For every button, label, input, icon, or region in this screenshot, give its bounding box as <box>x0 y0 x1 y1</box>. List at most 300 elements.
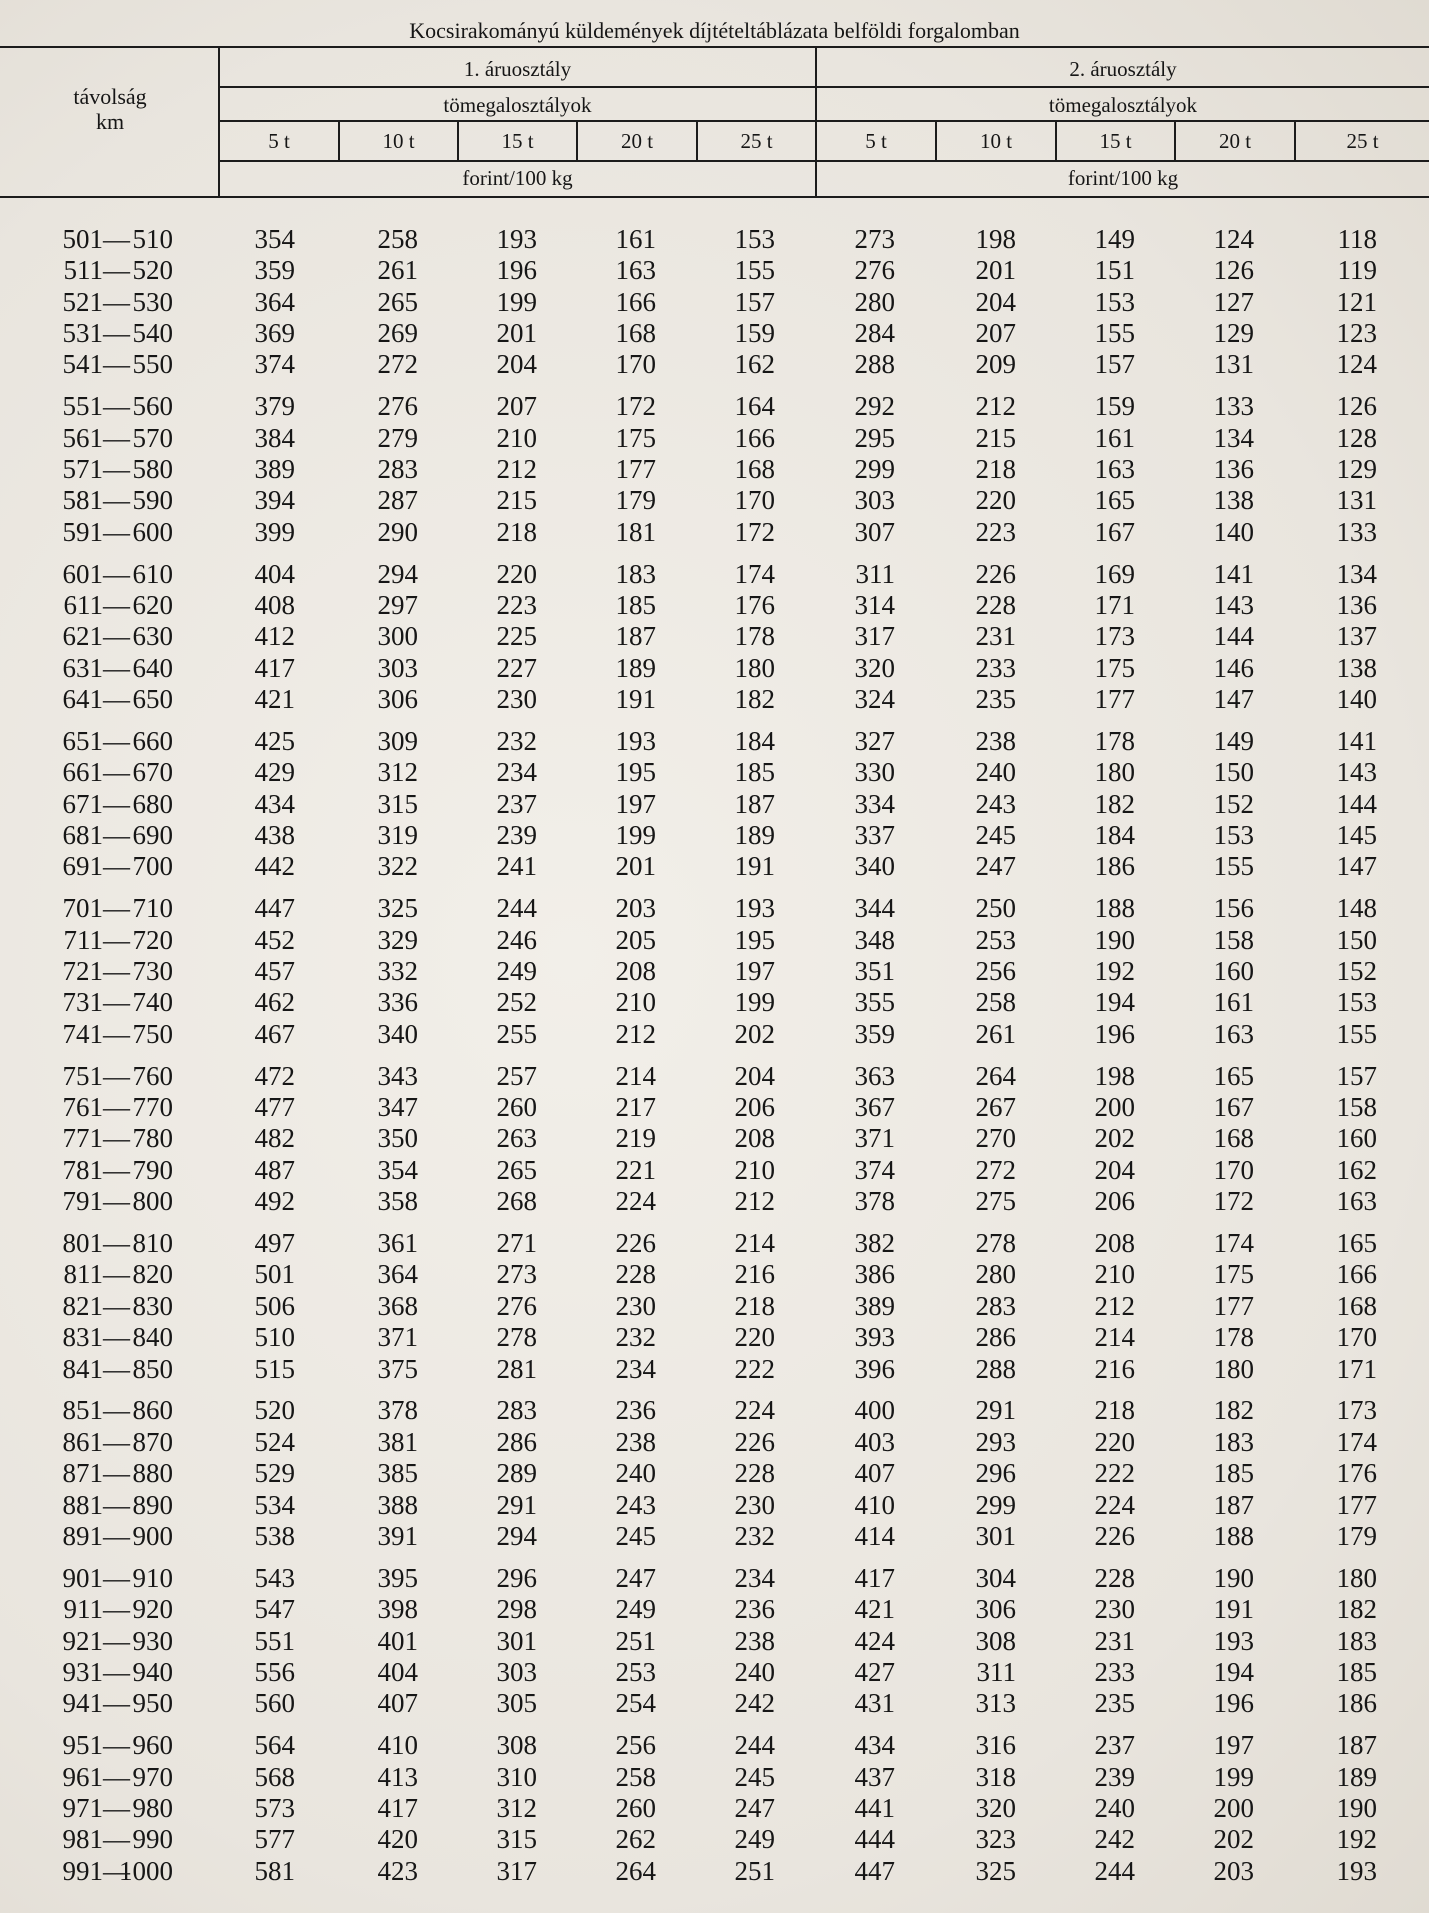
tariff-cell: 169 <box>1094 558 1135 589</box>
tariff-cell: 181 <box>615 516 656 547</box>
tariff-cell: 258 <box>615 1761 656 1792</box>
tariff-cell: 281 <box>496 1353 537 1384</box>
distance-from: 601— <box>62 558 130 589</box>
distance-from: 681— <box>62 820 130 851</box>
tariff-cell: 126 <box>1213 255 1254 286</box>
tariff-cell: 297 <box>377 590 418 621</box>
tariff-cell: 175 <box>1094 652 1135 683</box>
tariff-cell: 193 <box>1213 1625 1254 1656</box>
tariff-cell: 180 <box>734 652 775 683</box>
tariff-cell: 156 <box>1213 893 1254 924</box>
tariff-cell: 385 <box>377 1458 418 1489</box>
distance-from: 961— <box>62 1761 130 1792</box>
distance-to: 980 <box>132 1792 173 1823</box>
tariff-cell: 170 <box>1213 1154 1254 1185</box>
tariff-cell: 278 <box>975 1228 1016 1259</box>
tariff-cell: 396 <box>854 1353 895 1384</box>
tariff-cell: 176 <box>1336 1458 1377 1489</box>
tariff-cell: 374 <box>254 349 295 380</box>
tariff-cell: 217 <box>615 1092 656 1123</box>
tariff-cell: 265 <box>377 286 418 317</box>
tariff-cell: 404 <box>377 1656 418 1687</box>
tariff-cell: 186 <box>1094 851 1135 882</box>
tariff-cell: 168 <box>1336 1290 1377 1321</box>
weight-classes-label-1: tömegalosztályok <box>443 93 592 117</box>
tariff-cell: 208 <box>734 1123 775 1154</box>
distance-to: 840 <box>132 1322 173 1353</box>
tariff-cell: 400 <box>854 1395 895 1426</box>
tariff-cell: 152 <box>1213 788 1254 819</box>
tariff-cell: 306 <box>975 1594 1016 1625</box>
tariff-cell: 243 <box>615 1489 656 1520</box>
tariff-cell: 121 <box>1336 286 1377 317</box>
tariff-cell: 313 <box>975 1688 1016 1719</box>
tariff-cell: 175 <box>615 422 656 453</box>
tariff-cell: 261 <box>975 1018 1016 1049</box>
distance-from: 981— <box>62 1824 130 1855</box>
tariff-cell: 218 <box>734 1290 775 1321</box>
tariff-cell: 222 <box>1094 1458 1135 1489</box>
tariff-cell: 404 <box>254 558 295 589</box>
tariff-cell: 316 <box>975 1730 1016 1761</box>
tariff-cell: 515 <box>254 1353 295 1384</box>
tariff-cell: 551 <box>254 1625 295 1656</box>
tariff-cell: 232 <box>496 726 537 757</box>
distance-from: 971— <box>62 1792 130 1823</box>
distance-to: 770 <box>132 1092 173 1123</box>
distance-label: távolság <box>73 84 147 109</box>
distance-to: 1000 <box>119 1855 173 1886</box>
tariff-cell: 294 <box>496 1520 537 1551</box>
distance-from: 861— <box>62 1426 130 1457</box>
tariff-cell: 251 <box>734 1855 775 1886</box>
tariff-cell: 163 <box>1094 454 1135 485</box>
tariff-cell: 327 <box>854 726 895 757</box>
tariff-cell: 184 <box>734 726 775 757</box>
tariff-cell: 228 <box>615 1259 656 1290</box>
tariff-cell: 564 <box>254 1730 295 1761</box>
tariff-cell: 442 <box>254 851 295 882</box>
tariff-cell: 249 <box>496 956 537 987</box>
tariff-cell: 216 <box>734 1259 775 1290</box>
tariff-cell: 165 <box>1094 485 1135 516</box>
tariff-cell: 431 <box>854 1688 895 1719</box>
tariff-cell: 174 <box>1336 1426 1377 1457</box>
distance-from: 871— <box>62 1458 130 1489</box>
distance-from: 781— <box>62 1154 130 1185</box>
distance-to: 820 <box>132 1259 173 1290</box>
tariff-cell: 361 <box>377 1228 418 1259</box>
tariff-cell: 195 <box>734 924 775 955</box>
tonnage-header-5t-class2: 5 t <box>865 129 887 153</box>
tariff-cell: 149 <box>1094 224 1135 254</box>
tariff-cell: 393 <box>854 1322 895 1353</box>
tariff-cell: 261 <box>377 255 418 286</box>
tariff-cell: 311 <box>976 1656 1016 1687</box>
tariff-cell: 180 <box>1336 1562 1377 1593</box>
tariff-cell: 420 <box>377 1824 418 1855</box>
tariff-cell: 394 <box>254 485 295 516</box>
distance-from: 831— <box>62 1322 130 1353</box>
tariff-cell: 230 <box>496 684 537 715</box>
tariff-cell: 252 <box>496 987 537 1018</box>
tariff-cell: 119 <box>1337 255 1377 286</box>
tariff-cell: 188 <box>1213 1520 1254 1551</box>
table-title: Kocsirakományú küldemények díjtételtáblázata belföldi forgalomban <box>409 18 1020 43</box>
tariff-cell: 220 <box>496 558 537 589</box>
tariff-cell: 153 <box>734 224 775 254</box>
tariff-cell: 182 <box>1213 1395 1254 1426</box>
distance-to: 940 <box>132 1656 173 1687</box>
tariff-cell: 264 <box>975 1060 1016 1091</box>
tariff-cell: 144 <box>1336 788 1377 819</box>
tariff-cell: 226 <box>975 558 1016 589</box>
distance-to: 880 <box>132 1458 173 1489</box>
tariff-cell: 166 <box>1336 1259 1377 1290</box>
distance-to: 570 <box>132 422 173 453</box>
tariff-cell: 171 <box>1336 1353 1377 1384</box>
tariff-cell: 148 <box>1336 893 1377 924</box>
distance-to: 520 <box>132 255 173 286</box>
tariff-cell: 234 <box>734 1562 775 1593</box>
tonnage-header-10t-class1: 10 t <box>382 129 415 153</box>
tariff-cell: 260 <box>496 1092 537 1123</box>
tariff-cell: 172 <box>734 516 775 547</box>
header-rule-top <box>0 46 1429 48</box>
tariff-cell: 180 <box>1213 1353 1254 1384</box>
distance-to: 680 <box>132 788 173 819</box>
tariff-cell: 141 <box>1213 558 1254 589</box>
tariff-cell: 301 <box>975 1520 1016 1551</box>
tariff-cell: 203 <box>615 893 656 924</box>
tariff-cell: 194 <box>1213 1656 1254 1687</box>
tariff-cell: 160 <box>1336 1123 1377 1154</box>
tariff-cell: 190 <box>1336 1792 1377 1823</box>
tariff-cell: 434 <box>254 788 295 819</box>
distance-to: 750 <box>132 1018 173 1049</box>
tariff-cell: 177 <box>615 454 656 485</box>
tariff-cell: 220 <box>975 485 1016 516</box>
tariff-cell: 351 <box>854 956 895 987</box>
tariff-cell: 207 <box>496 391 537 422</box>
distance-to: 710 <box>132 893 173 924</box>
tariff-cell: 144 <box>1213 621 1254 652</box>
tariff-cell: 577 <box>254 1824 295 1855</box>
tariff-cell: 280 <box>854 286 895 317</box>
tariff-cell: 131 <box>1336 485 1377 516</box>
tariff-cell: 300 <box>377 621 418 652</box>
tariff-cell: 364 <box>377 1259 418 1290</box>
tariff-cell: 188 <box>1094 893 1135 924</box>
tariff-cell: 165 <box>1336 1228 1377 1259</box>
tariff-cell: 276 <box>496 1290 537 1321</box>
tariff-cell: 303 <box>854 485 895 516</box>
tariff-cell: 218 <box>1094 1395 1135 1426</box>
tariff-cell: 145 <box>1336 820 1377 851</box>
tonnage-header-10t-class2: 10 t <box>979 129 1013 153</box>
tariff-cell: 162 <box>734 349 775 380</box>
tariff-cell: 173 <box>1094 621 1135 652</box>
tariff-cell: 272 <box>975 1154 1016 1185</box>
tariff-cell: 244 <box>734 1730 775 1761</box>
distance-from: 741— <box>62 1018 130 1049</box>
tariff-cell: 230 <box>1094 1594 1135 1625</box>
tariff-cell: 283 <box>377 454 418 485</box>
distance-to: 780 <box>132 1123 173 1154</box>
tariff-cell: 417 <box>377 1792 418 1823</box>
tariff-cell: 378 <box>854 1186 895 1217</box>
tariff-cell: 288 <box>854 349 895 380</box>
tariff-cell: 308 <box>975 1625 1016 1656</box>
tariff-cell: 247 <box>734 1792 775 1823</box>
tariff-cell: 197 <box>615 788 656 819</box>
distance-from: 591— <box>62 516 130 547</box>
distance-from: 661— <box>62 757 130 788</box>
tariff-cell: 161 <box>615 224 656 254</box>
tariff-cell: 355 <box>854 987 895 1018</box>
tariff-cell: 199 <box>1213 1761 1254 1792</box>
distance-to: 910 <box>132 1562 173 1593</box>
tonnage-header-25t-class2: 25 t <box>1346 129 1379 153</box>
tariff-cell: 138 <box>1213 485 1254 516</box>
tariff-cell: 388 <box>377 1489 418 1520</box>
tariff-cell: 155 <box>734 255 775 286</box>
tariff-cell: 168 <box>615 318 656 349</box>
tariff-cell: 236 <box>615 1395 656 1426</box>
tariff-cell: 501 <box>254 1259 295 1290</box>
tariff-cell: 197 <box>1213 1730 1254 1761</box>
tariff-cell: 309 <box>377 726 418 757</box>
tariff-cell: 193 <box>615 726 656 757</box>
tonnage-header-15t-class2: 15 t <box>1099 129 1132 153</box>
tariff-cell: 268 <box>496 1186 537 1217</box>
tariff-cell: 222 <box>734 1353 775 1384</box>
tariff-cell: 177 <box>1336 1489 1377 1520</box>
distance-from: 571— <box>62 454 130 485</box>
tariff-cell: 343 <box>377 1060 418 1091</box>
tariff-cell: 200 <box>1213 1792 1254 1823</box>
distance-to: 760 <box>132 1060 173 1091</box>
tariff-cell: 140 <box>1213 516 1254 547</box>
tariff-cell: 195 <box>615 757 656 788</box>
tariff-cell: 437 <box>854 1761 895 1792</box>
tariff-cell: 187 <box>615 621 656 652</box>
distance-to: 590 <box>132 485 173 516</box>
tariff-cell: 273 <box>854 224 895 254</box>
tariff-cell: 325 <box>377 893 418 924</box>
tariff-cell: 325 <box>975 1855 1016 1886</box>
tariff-cell: 272 <box>377 349 418 380</box>
tariff-cell: 369 <box>254 318 295 349</box>
tariff-cell: 311 <box>855 558 895 589</box>
tariff-cell: 183 <box>1213 1426 1254 1457</box>
tariff-cell: 359 <box>254 255 295 286</box>
tariff-cell: 497 <box>254 1228 295 1259</box>
tariff-cell: 296 <box>496 1562 537 1593</box>
distance-from: 721— <box>62 956 130 987</box>
tariff-cell: 232 <box>615 1322 656 1353</box>
tariff-cell: 407 <box>854 1458 895 1489</box>
tariff-cell: 410 <box>854 1489 895 1520</box>
tariff-cell: 354 <box>254 224 295 254</box>
tariff-cell: 375 <box>377 1353 418 1384</box>
tariff-cell: 367 <box>854 1092 895 1123</box>
tariff-cell: 159 <box>734 318 775 349</box>
tariff-cell: 155 <box>1336 1018 1377 1049</box>
tariff-cell: 210 <box>496 422 537 453</box>
tariff-cell: 185 <box>734 757 775 788</box>
header-rule-bottom <box>0 196 1429 198</box>
tariff-cell: 228 <box>734 1458 775 1489</box>
tariff-cell: 447 <box>854 1855 895 1886</box>
tariff-cell: 288 <box>975 1353 1016 1384</box>
tariff-cell: 242 <box>734 1688 775 1719</box>
distance-to: 720 <box>132 924 173 955</box>
tariff-cell: 157 <box>1094 349 1135 380</box>
tariff-cell: 322 <box>377 851 418 882</box>
tariff-cell: 379 <box>254 391 295 422</box>
tariff-cell: 283 <box>975 1290 1016 1321</box>
tariff-cell: 223 <box>496 590 537 621</box>
tariff-cell: 295 <box>854 422 895 453</box>
tariff-cell: 187 <box>734 788 775 819</box>
tariff-cell: 245 <box>615 1520 656 1551</box>
header-rule-tonnage <box>220 160 1429 162</box>
distance-from: 911— <box>63 1594 130 1625</box>
tariff-cell: 176 <box>734 590 775 621</box>
tariff-cell: 191 <box>734 851 775 882</box>
tariff-cell: 249 <box>734 1824 775 1855</box>
tariff-cell: 198 <box>1094 1060 1135 1091</box>
tariff-cell: 185 <box>1336 1656 1377 1687</box>
tariff-cell: 190 <box>1094 924 1135 955</box>
distance-from: 881— <box>62 1489 130 1520</box>
tariff-cell: 374 <box>854 1154 895 1185</box>
tariff-cell: 200 <box>1094 1092 1135 1123</box>
tariff-cell: 543 <box>254 1562 295 1593</box>
tariff-cell: 257 <box>496 1060 537 1091</box>
tariff-cell: 250 <box>975 893 1016 924</box>
distance-to: 630 <box>132 621 173 652</box>
tariff-cell: 524 <box>254 1426 295 1457</box>
tariff-cell: 223 <box>975 516 1016 547</box>
tariff-cell: 299 <box>854 454 895 485</box>
distance-from: 941— <box>62 1688 130 1719</box>
tariff-cell: 520 <box>254 1395 295 1426</box>
tariff-cell: 240 <box>975 757 1016 788</box>
tariff-cell: 314 <box>854 590 895 621</box>
tariff-cell: 275 <box>975 1186 1016 1217</box>
tariff-cell: 210 <box>734 1154 775 1185</box>
tariff-cell: 210 <box>615 987 656 1018</box>
tariff-cell: 199 <box>496 286 537 317</box>
tariff-cell: 218 <box>496 516 537 547</box>
tariff-cell: 189 <box>734 820 775 851</box>
tariff-cell: 215 <box>975 422 1016 453</box>
tariff-cell: 161 <box>1213 987 1254 1018</box>
distance-to: 810 <box>132 1228 173 1259</box>
tariff-cell: 398 <box>377 1594 418 1625</box>
distance-to: 850 <box>132 1353 173 1384</box>
distance-from: 811— <box>63 1259 130 1290</box>
tariff-cell: 226 <box>734 1426 775 1457</box>
tariff-cell: 310 <box>496 1761 537 1792</box>
distance-to: 830 <box>132 1290 173 1321</box>
tariff-cell: 381 <box>377 1426 418 1457</box>
tariff-cell: 289 <box>496 1458 537 1489</box>
tariff-cell: 410 <box>377 1730 418 1761</box>
tonnage-header-20t-class1: 20 t <box>620 129 654 153</box>
tariff-cell: 167 <box>1213 1092 1254 1123</box>
tariff-cell: 318 <box>975 1761 1016 1792</box>
tariff-cell: 177 <box>1094 684 1135 715</box>
unit-label-class2: forint/100 kg <box>1067 166 1179 190</box>
tariff-cell: 134 <box>1336 558 1377 589</box>
tariff-cell: 202 <box>1094 1123 1135 1154</box>
tariff-cell: 214 <box>734 1228 775 1259</box>
tariff-cell: 237 <box>1094 1730 1135 1761</box>
tariff-cell: 175 <box>1213 1259 1254 1290</box>
tariff-cell: 323 <box>975 1824 1016 1855</box>
tariff-cell: 296 <box>975 1458 1016 1489</box>
tariff-cell: 204 <box>734 1060 775 1091</box>
tariff-cell: 170 <box>615 349 656 380</box>
tariff-cell: 337 <box>854 820 895 851</box>
tonnage-header-25t-class1: 25 t <box>740 129 773 153</box>
tariff-cell: 134 <box>1213 422 1254 453</box>
tariff-cell: 207 <box>975 318 1016 349</box>
distance-from: 651— <box>62 726 130 757</box>
tariff-cell: 239 <box>1094 1761 1135 1792</box>
tariff-cell: 212 <box>496 454 537 485</box>
tariff-cell: 179 <box>1336 1520 1377 1551</box>
tariff-cell: 350 <box>377 1123 418 1154</box>
tariff-cell: 240 <box>1094 1792 1135 1823</box>
tariff-cell: 359 <box>854 1018 895 1049</box>
tariff-cell: 158 <box>1213 924 1254 955</box>
tariff-cell: 368 <box>377 1290 418 1321</box>
distance-to: 550 <box>132 349 173 380</box>
tariff-cell: 183 <box>1336 1625 1377 1656</box>
tariff-cell: 133 <box>1336 516 1377 547</box>
tariff-cell: 202 <box>734 1018 775 1049</box>
tariff-cell: 253 <box>615 1656 656 1687</box>
tariff-cell: 152 <box>1336 956 1377 987</box>
tariff-cell: 329 <box>377 924 418 955</box>
tariff-cell: 441 <box>854 1792 895 1823</box>
tariff-cell: 136 <box>1336 590 1377 621</box>
tariff-cell: 201 <box>496 318 537 349</box>
tariff-cell: 363 <box>854 1060 895 1091</box>
tariff-cell: 220 <box>1094 1426 1135 1457</box>
tariff-cell: 204 <box>1094 1154 1135 1185</box>
tariff-cell: 233 <box>975 652 1016 683</box>
tariff-cell: 177 <box>1213 1290 1254 1321</box>
tariff-cell: 354 <box>377 1154 418 1185</box>
tariff-cell: 510 <box>254 1322 295 1353</box>
tariff-cell: 191 <box>1213 1594 1254 1625</box>
tariff-cell: 171 <box>1094 590 1135 621</box>
tariff-cell: 215 <box>496 485 537 516</box>
distance-to: 580 <box>132 454 173 485</box>
tariff-cell: 170 <box>734 485 775 516</box>
tariff-cell: 538 <box>254 1520 295 1551</box>
tariff-cell: 407 <box>377 1688 418 1719</box>
tariff-cell: 180 <box>1094 757 1135 788</box>
tariff-cell: 214 <box>615 1060 656 1091</box>
tariff-cell: 129 <box>1213 318 1254 349</box>
tariff-cell: 477 <box>254 1092 295 1123</box>
